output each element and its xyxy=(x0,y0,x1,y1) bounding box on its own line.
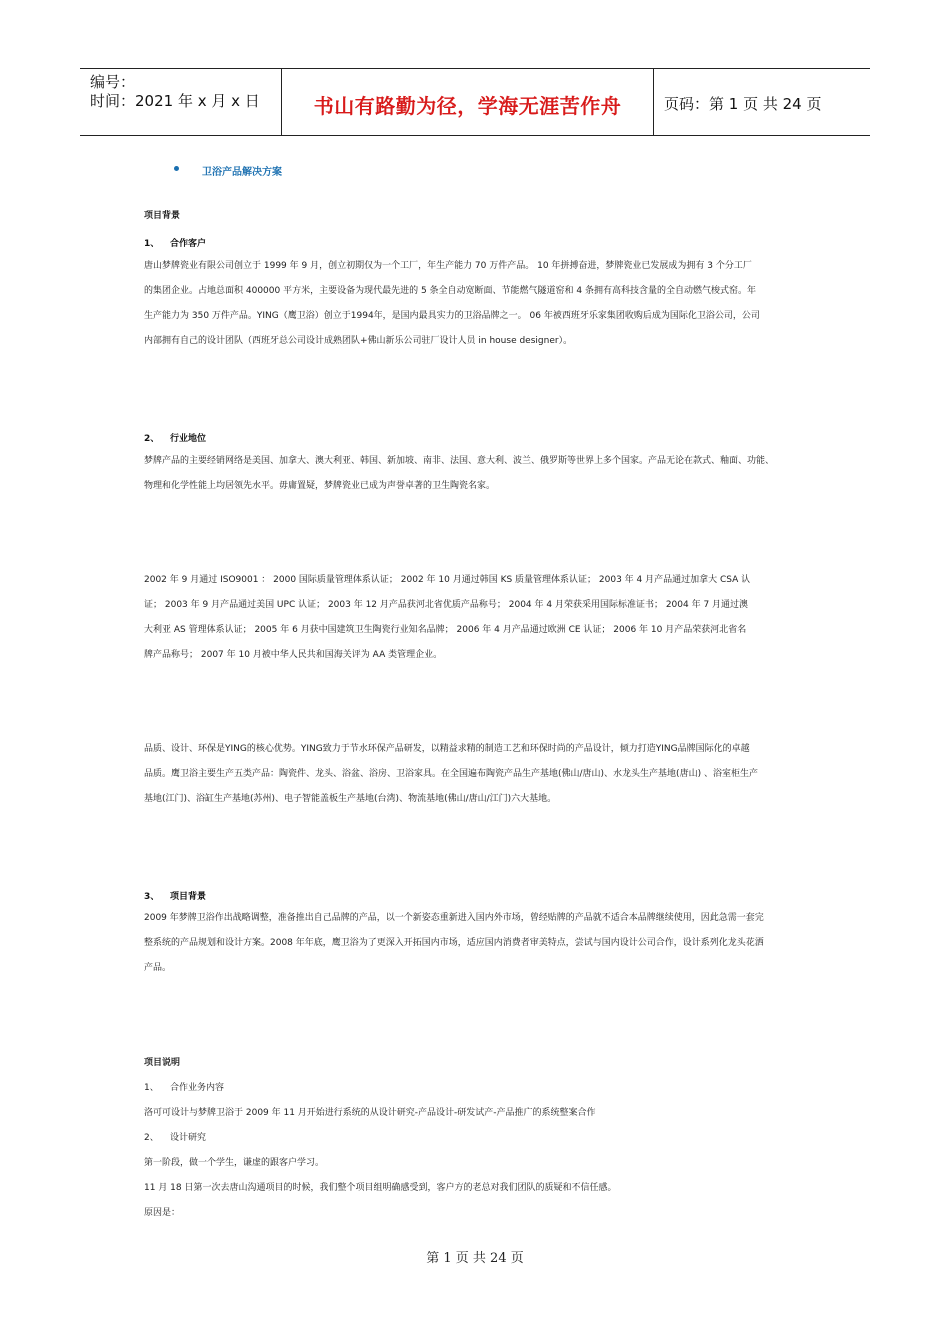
section-1-title: 合作客户 xyxy=(170,239,207,249)
section-2-title: 行业地位 xyxy=(170,434,207,444)
header-table xyxy=(80,68,870,136)
document-title-text: 卫浴产品解决方案 xyxy=(202,167,282,178)
ying-line-2: 品质。鹰卫浴主要生产五类产品：陶瓷件、龙头、浴盆、浴房、卫浴家具。在全国遍布陶瓷产品生产基地(佛山/唐山)、水龙头生产基地(唐山) 、浴室柜生产 xyxy=(144,769,758,779)
section-3-line-3: 产品。 xyxy=(144,963,172,973)
document-date: 时间：2021 年 x 月 x 日 xyxy=(90,92,260,110)
description-item-1-title: 合作业务内容 xyxy=(170,1083,225,1093)
section-3-line-1: 2009 年梦牌卫浴作出战略调整，准备推出自己品牌的产品，以一个新姿态重新进入国内外市场，曾经贴牌的产品就不适合本品牌继续使用，因此急需一套完 xyxy=(144,913,764,923)
description-item-2-number: 2、 xyxy=(144,1133,159,1143)
section-3-heading xyxy=(144,889,206,902)
description-item-2-heading xyxy=(144,1126,824,1151)
header-page-code: 页码：第 1 页 共 24 页 xyxy=(664,94,822,113)
section-2-heading xyxy=(144,431,206,444)
section-1-line-4: 内部拥有自己的设计团队（西班牙总公司设计成熟团队+佛山新乐公司驻厂设计人员 in house designer）。 xyxy=(144,336,573,346)
certification-line-2: 证； 2003 年 9 月产品通过美国 UPC 认证； 2003 年 12 月产品获河北省优质产品称号； 2004 年 4 月荣获采用国际标准证书； 2004 年 7 月通过澳 xyxy=(144,600,749,610)
section-3-line-2: 整系统的产品规划和设计方案。2008 年年底，鹰卫浴为了更深入开拓国内市场，适应国内消费者审美特点，尝试与国内设计公司合作，设计系列化龙头花洒 xyxy=(144,938,764,948)
header-meta-cell xyxy=(80,69,282,135)
section-1-line-3: 生产能力为 350 万件产品。YING（鹰卫浴）创立于1994年，是国内最具实力的卫浴品牌之一。 06 年被西班牙乐家集团收购后成为国际化卫浴公司，公司 xyxy=(144,311,760,321)
certification-line-1: 2002 年 9 月通过 ISO9001 ： 2000 国际质量管理体系认证； 2002 年 10 月通过韩国 KS 质量管理体系认证； 2003 年 4 月产品通过加拿大 CSA 认 xyxy=(144,575,751,585)
header-motto: 书山有路勤为径，学海无涯苦作舟 xyxy=(282,69,654,135)
section-2-number: 2、 xyxy=(144,434,160,444)
description-item-1-heading xyxy=(144,1076,824,1101)
description-item-1-text: 洛可可设计与梦牌卫浴于 2009 年 11 月开始进行系统的从设计研究-产品设计-研发试产-产品推广的系统整案合作 xyxy=(144,1108,596,1118)
section-1-heading xyxy=(144,236,206,249)
page-footer: 第 1 页 共 24 页 xyxy=(426,1251,524,1266)
description-item-2-line-3: 原因是： xyxy=(144,1208,181,1218)
section-3-title: 项目背景 xyxy=(170,892,207,902)
section-2-line-1: 梦牌产品的主要经销网络是美国、加拿大、澳大利亚、韩国、新加坡、南非、法国、意大利、波兰、俄罗斯等世界上多个国家。产品无论在款式、釉面、功能、 xyxy=(144,456,775,466)
description-item-1-number: 1、 xyxy=(144,1083,159,1093)
description-item-2-line-1: 第一阶段，做一个学生，谦虚的跟客户学习。 xyxy=(144,1158,325,1168)
description-heading: 项目说明 xyxy=(144,1058,181,1068)
description-item-2-line-2: 11 月 18 日第一次去唐山沟通项目的时候，我们整个项目组明确感受到，客户方的老总对我们团队的质疑和不信任感。 xyxy=(144,1183,617,1193)
certification-line-4: 牌产品称号； 2007 年 10 月被中华人民共和国海关评为 AA 类管理企业。 xyxy=(144,650,443,660)
section-1-number: 1、 xyxy=(144,239,160,249)
ying-line-1: 品质、设计、环保是YING的核心优势。YING致力于节水环保产品研发，以精益求精的制造工艺和环保时尚的产品设计，倾力打造YING品牌国际化的卓越 xyxy=(144,744,750,754)
document-title xyxy=(170,163,282,178)
background-heading: 项目背景 xyxy=(144,211,181,221)
section-1-line-2: 的集团企业。占地总面积 400000 平方米，主要设备为现代最先进的 5 条全自动宽断面、节能燃气隧道窑和 4 条拥有高科技含量的全自动燃气梭式窑。年 xyxy=(144,286,756,296)
section-1-line-1: 唐山梦牌瓷业有限公司创立于 1999 年 9 月，创立初期仅为一个工厂，年生产能力 70 万件产品。 10 年拼搏奋进，梦牌瓷业已发展成为拥有 3 个分工厂 xyxy=(144,261,752,271)
ying-line-3: 基地(江门)、浴缸生产基地(苏州)、电子智能盖板生产基地(台湾)、物流基地(佛山/唐山/江门)六大基地。 xyxy=(144,794,557,804)
section-2-line-2: 物理和化学性能上均居领先水平。毋庸置疑，梦牌瓷业已成为声誉卓著的卫生陶瓷名家。 xyxy=(144,481,496,491)
document-number-label: 编号： xyxy=(90,73,136,91)
section-3-number: 3、 xyxy=(144,892,160,902)
description-item-2-title: 设计研究 xyxy=(170,1133,207,1143)
certification-line-3: 大利亚 AS 管理体系认证； 2005 年 6 月获中国建筑卫生陶瓷行业知名品牌； 2006 年 4 月产品通过欧洲 CE 认证； 2006 年 10 月产品荣获河北省名 xyxy=(144,625,747,635)
